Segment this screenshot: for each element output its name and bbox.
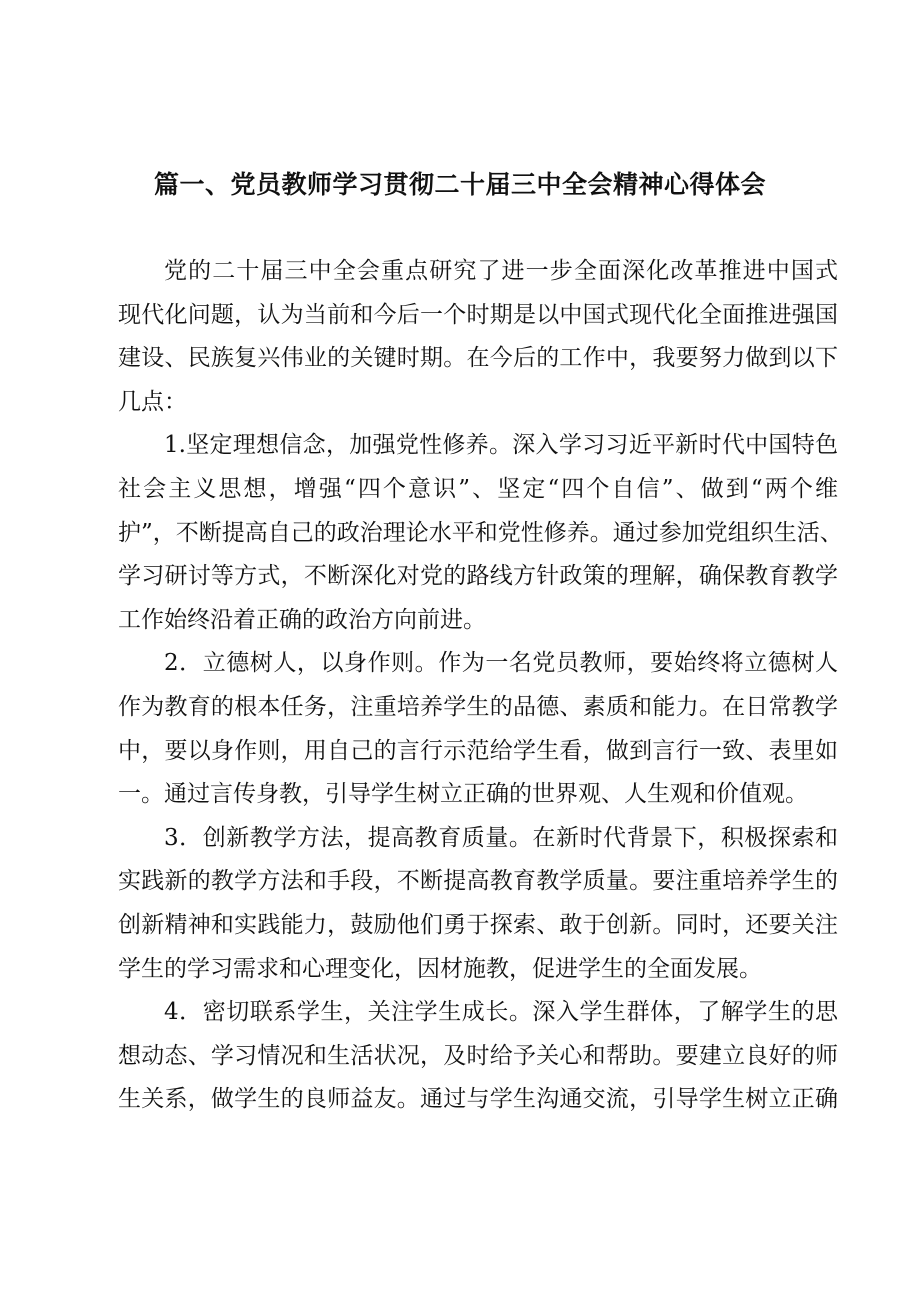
paragraph-line: 党的二十届三中全会重点研究了进一步全面深化改革推进中国式 bbox=[164, 258, 838, 284]
paragraph-line: 4．密切联系学生，关注学生成长。深入学生群体，了解学生的思 bbox=[164, 999, 838, 1026]
paragraph-line: 建设、民族复兴伟业的关键时期。在今后的工作中，我要努力做到以下 bbox=[118, 345, 838, 372]
paragraph-line: 生关系，做学生的良师益友。通过与学生沟通交流，引导学生树立正确 bbox=[118, 1086, 838, 1113]
paragraph-line: 社会主义思想，增强“四个意识”、坚定“四个自信”、做到“两个维 bbox=[118, 475, 838, 502]
paragraph-line: 护”，不断提高自己的政治理论水平和党性修养。通过参加党组织生活、 bbox=[118, 519, 843, 546]
paragraph-line: 创新精神和实践能力，鼓励他们勇于探索、敢于创新。同时，还要关注 bbox=[118, 911, 838, 938]
paragraph-line: 作为教育的根本任务，注重培养学生的品德、素质和能力。在日常教学 bbox=[118, 693, 838, 720]
paragraph-line: 2．立德树人，以身作则。作为一名党员教师，要始终将立德树人 bbox=[164, 650, 838, 677]
paragraph-line: 3．创新教学方法，提高教育质量。在新时代背景下，积极探索和 bbox=[164, 824, 838, 851]
paragraph-line: 工作始终沿着正确的政治方向前进。 bbox=[118, 606, 486, 633]
paragraph-line: 现代化问题，认为当前和今后一个时期是以中国式现代化全面推进强国 bbox=[118, 301, 838, 328]
paragraph-line: 一。通过言传身教，引导学生树立正确的世界观、人生观和价值观。 bbox=[118, 781, 808, 808]
body-text bbox=[118, 250, 843, 1122]
page-title: 篇一、党员教师学习贯彻二十届三中全会精神心得体会 bbox=[153, 170, 766, 199]
paragraph-line: 实践新的教学方法和手段，不断提高教育教学质量。要注重培养学生的 bbox=[118, 868, 838, 895]
paragraph-line: 1.坚定理想信念，加强党性修养。深入学习习近平新时代中国特色 bbox=[164, 432, 838, 459]
paragraph-line: 学习研讨等方式，不断深化对党的路线方针政策的理解，确保教育教学 bbox=[118, 563, 838, 590]
paragraph-line: 中，要以身作则，用自己的言行示范给学生看，做到言行一致、表里如 bbox=[118, 737, 838, 764]
paragraph-line: 学生的学习需求和心理变化，因材施教，促进学生的全面发展。 bbox=[118, 955, 762, 982]
paragraph-line: 想动态、学习情况和生活状况，及时给予关心和帮助。要建立良好的师 bbox=[118, 1042, 838, 1069]
paragraph-line: 几点： bbox=[118, 388, 187, 415]
